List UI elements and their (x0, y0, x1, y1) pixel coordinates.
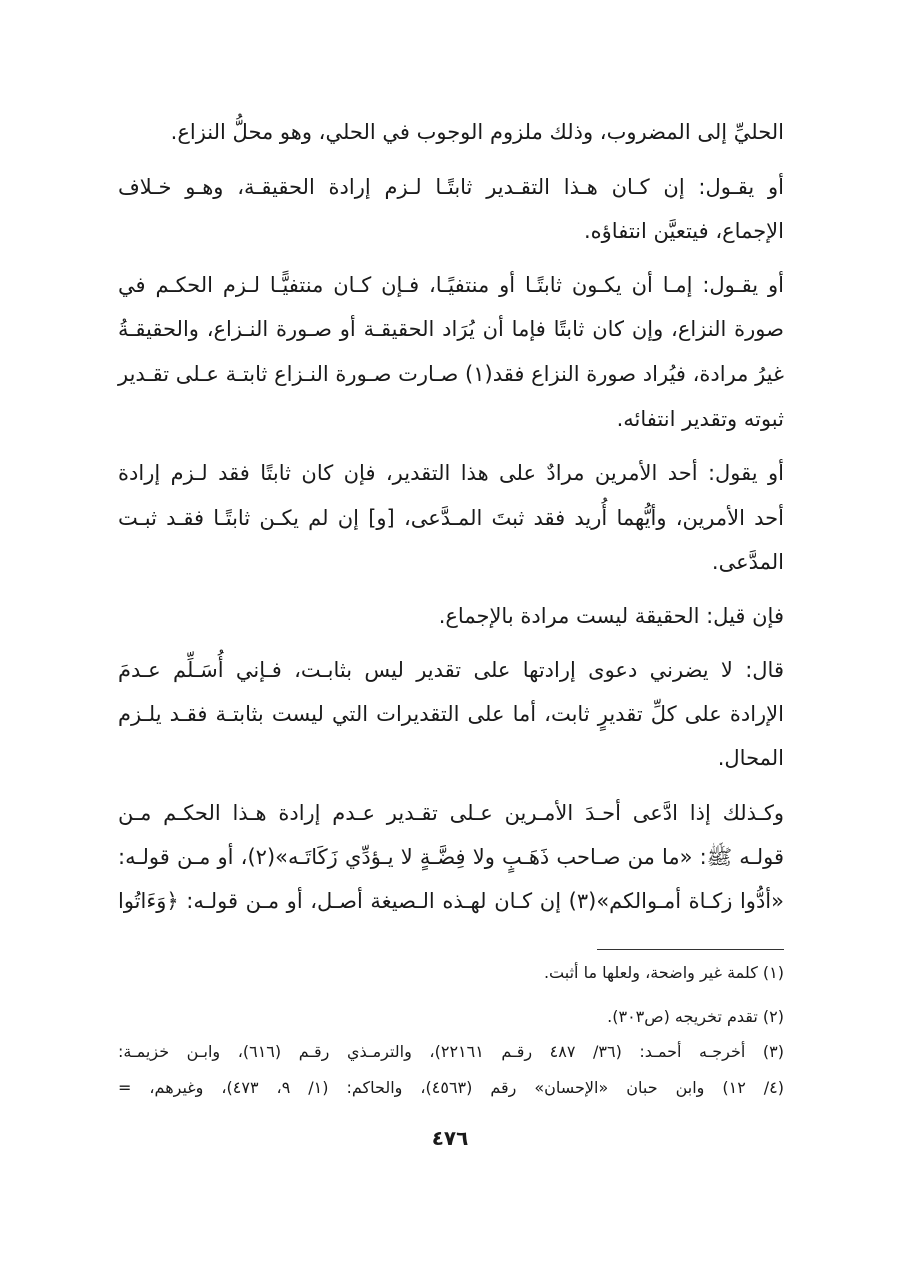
text-line: غيرُ مرادة، فيُراد صورة النزاع فقد(١) صـارت صـورة النـزاع ثابتـة عـلى تقـدير (118, 362, 784, 386)
text-line: الإرادة على كلِّ تقديرٍ ثابت، أما على التقديرات التي ليست بثابتـة فقـد يلـزم (118, 702, 784, 726)
text-line: أو يقـول: إن كـان هـذا التقـدير ثابتًـا لـزم إرادة الحقيقـة، وهـو خـلاف (118, 175, 784, 199)
text-line: المحال. (717, 746, 784, 770)
text-line: المدَّعى. (711, 550, 784, 574)
text-line: قولـه ﷺ: «ما من صـاحب ذَهَـبٍ ولا فِضَّـةٍ لا يـؤدِّي زَكَاتَـه»(٢)، أو مـن قولـه: (118, 845, 785, 869)
footnote-line: (٢) تقدم تخريجه (ص٣٠٣). (607, 1007, 784, 1026)
text-line: قال: لا يضرني دعوى إرادتها على تقدير ليس بثابـت، فـإني أُسَـلِّم عـدمَ (118, 658, 784, 682)
text-line: وكـذلك إذا ادَّعى أحـدَ الأمـرين عـلى تقـدير عـدم إرادة هـذا الحكـم مـن (118, 801, 784, 825)
text-line: أحد الأمرين، وأيُّهما أُريد فقد ثبتَ المـدَّعى، [و] إن لم يكـن ثابتًـا فقـد ثبـت (118, 506, 784, 530)
footnote-line: (٣) أخرجـه أحمـد: (٣٦/ ٤٨٧ رقـم ٢٢١٦١)، والترمـذي رقـم (٦١٦)، وابـن خزيمـة: (118, 1042, 785, 1061)
footnote-separator (597, 949, 784, 950)
footnote-line: (١) كلمة غير واضحة، ولعلها ما أثبت. (543, 963, 784, 982)
text-line: أو يقـول: إمـا أن يكـون ثابتًـا أو منتفيًـا، فـإن كـان منتفيًّـا لـزم الحكـم في (118, 273, 784, 297)
page-number: ٤٧٦ (431, 1126, 469, 1150)
text-line: أو يقول: أحد الأمرين مرادٌ على هذا التقدير، فإن كان ثابتًا فقد لـزم إرادة (118, 461, 784, 485)
text-line: الحليِّ إلى المضروب، وذلك ملزوم الوجوب في الحلي، وهو محلُّ النزاع. (170, 120, 784, 144)
text-line: ثبوته وتقدير انتفائه. (616, 407, 784, 431)
footnote-line: (٤/ ١٢) وابن حبان «الإحسان» رقم (٤٥٦٣)، والحاكم: (١/ ٩، ٤٧٣)، وغيرهم، = (118, 1078, 785, 1097)
text-line: الإجماع، فيتعيَّن انتفاؤه. (583, 219, 784, 243)
text-line: «أدُّوا زكـاة أمـوالكم»(٣) إن كـان لهـذه الـصيغة أصـل، أو مـن قولـه: ﴿وَءَاتُوا (118, 889, 784, 913)
text-line: فإن قيل: الحقيقة ليست مرادة بالإجماع. (438, 604, 784, 628)
text-line: صورة النزاع، وإن كان ثابتًا فإما أن يُرَاد الحقيقـة أو صـورة النـزاع، والحقيقـةُ (118, 317, 784, 341)
